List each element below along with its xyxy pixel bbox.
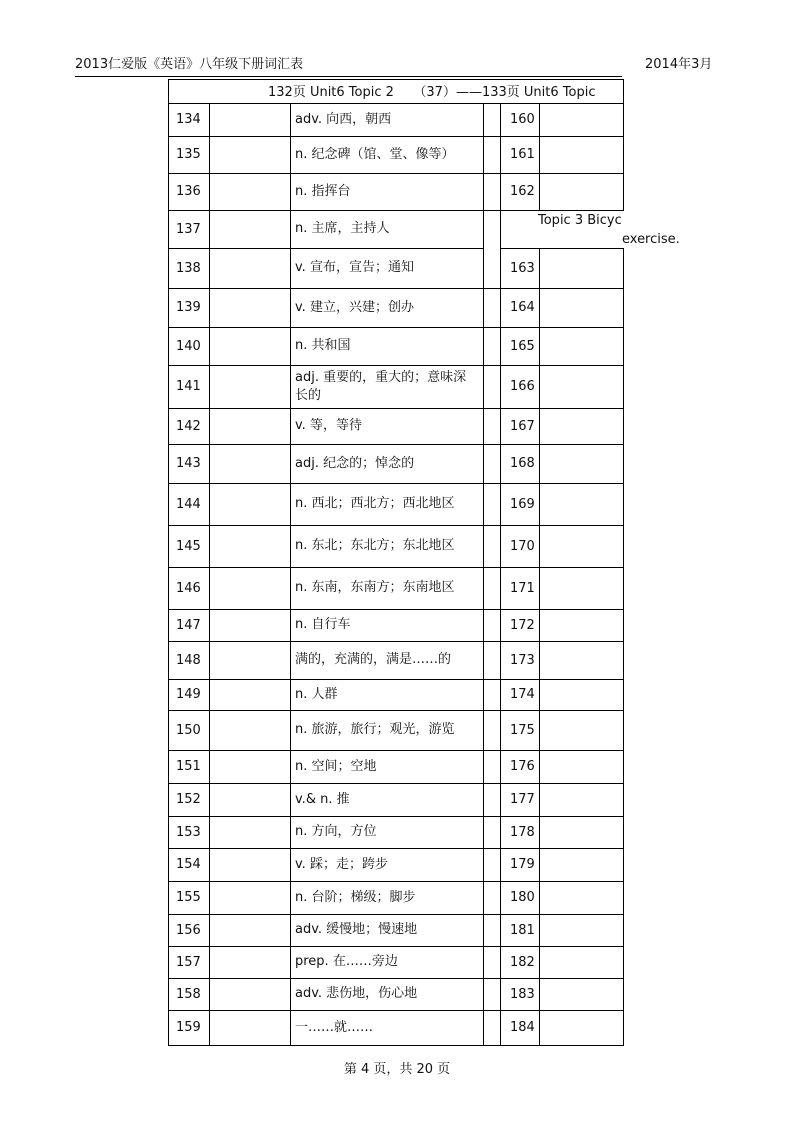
row-number: 151	[176, 759, 201, 774]
col-border	[500, 1010, 501, 1045]
row-number-right: 181	[510, 922, 535, 938]
row-definition: n. 台阶；梯级；脚步	[295, 889, 416, 905]
row-definition: n. 共和国	[295, 338, 351, 353]
col-border	[483, 881, 484, 914]
row-number: 137	[176, 221, 201, 237]
col-border	[290, 483, 291, 525]
col-border	[623, 946, 624, 978]
table-title-left-border	[168, 79, 169, 103]
col-border	[168, 365, 169, 408]
col-border	[290, 679, 291, 710]
col-border	[623, 136, 624, 173]
col-border	[168, 641, 169, 679]
col-border	[290, 914, 291, 946]
row-number: 144	[176, 496, 201, 512]
col-border	[168, 327, 169, 365]
col-border	[500, 103, 501, 136]
row-number: 143	[176, 456, 201, 471]
row-definition: 一……就……	[295, 1019, 374, 1035]
row-number-right: 170	[510, 538, 535, 554]
col-border	[483, 365, 484, 408]
col-border	[290, 327, 291, 365]
col-border	[500, 783, 501, 816]
row-number-right: 163	[510, 260, 535, 276]
row-number-right: 176	[510, 759, 535, 774]
row-number: 150	[176, 722, 201, 738]
col-border	[483, 816, 484, 848]
row-number: 159	[176, 1020, 201, 1035]
col-border	[290, 567, 291, 609]
row-number: 155	[176, 890, 201, 905]
col-border	[500, 914, 501, 946]
col-border	[483, 914, 484, 946]
row-number: 145	[176, 538, 201, 554]
row-definition: adj. 纪念的；悼念的	[295, 455, 415, 471]
row-number-right: 167	[510, 418, 535, 434]
col-border	[483, 444, 484, 483]
col-border	[623, 525, 624, 567]
row-number: 139	[176, 300, 201, 315]
col-border	[623, 1010, 624, 1045]
col-border	[483, 288, 484, 327]
row-number: 158	[176, 986, 201, 1002]
col-border	[483, 783, 484, 816]
col-border	[483, 679, 484, 710]
col-border	[483, 103, 484, 136]
row-number-right: 162	[510, 184, 535, 199]
header-date: 2014年3月	[645, 57, 713, 72]
col-border	[290, 288, 291, 327]
row-definition: n. 空间；空地	[295, 758, 377, 774]
row-number-right: 180	[510, 890, 535, 905]
col-border	[168, 848, 169, 881]
row-number: 148	[176, 652, 201, 668]
col-border	[500, 567, 501, 609]
row-number-right: 164	[510, 300, 535, 315]
col-border	[290, 978, 291, 1010]
col-border	[290, 408, 291, 444]
col-border	[483, 173, 484, 210]
col-border	[290, 750, 291, 783]
row-definition: v. 宣布，宣告；通知	[295, 260, 414, 275]
col-border	[500, 679, 501, 710]
col-border	[168, 679, 169, 710]
col-border	[290, 783, 291, 816]
row-number-right: 168	[510, 456, 535, 471]
col-border	[290, 136, 291, 173]
col-border	[168, 1010, 169, 1045]
col-border	[623, 679, 624, 710]
col-border	[168, 978, 169, 1010]
col-border	[483, 848, 484, 881]
col-border	[483, 710, 484, 750]
row-definition: v.& n. 推	[295, 791, 350, 807]
col-border	[168, 210, 169, 248]
col-border	[290, 816, 291, 848]
col-border	[290, 248, 291, 288]
row-number-right: 177	[510, 792, 535, 807]
row-number-right: 172	[510, 617, 535, 633]
row-number: 138	[176, 260, 201, 276]
col-border	[168, 408, 169, 444]
col-border	[500, 173, 501, 210]
row-number: 135	[176, 147, 201, 162]
col-border	[483, 327, 484, 365]
table-top-border	[168, 79, 624, 80]
col-border	[500, 750, 501, 783]
col-border	[623, 710, 624, 750]
col-border	[168, 710, 169, 750]
col-border	[483, 641, 484, 679]
col-border	[168, 103, 169, 136]
col-border	[500, 710, 501, 750]
row-number: 157	[176, 954, 201, 970]
header-title: 2013仁爱版《英语》八年级下册词汇表	[75, 57, 304, 72]
col-border	[500, 978, 501, 1010]
row-number-right: 173	[510, 652, 535, 668]
row-definition: v. 踩；走；跨步	[295, 856, 388, 872]
col-border	[483, 483, 484, 525]
row-definition: n. 自行车	[295, 617, 351, 632]
col-border	[168, 816, 169, 848]
row-number-right: 174	[510, 687, 535, 702]
col-border	[623, 750, 624, 783]
col-border	[290, 525, 291, 567]
row-number: 154	[176, 857, 201, 872]
row-number-right: 171	[510, 580, 535, 596]
row-number: 140	[176, 338, 201, 354]
row-definition: n. 指挥台	[295, 183, 351, 199]
col-border	[500, 365, 501, 408]
col-border	[290, 848, 291, 881]
row-number-right: 161	[510, 147, 535, 162]
col-border	[500, 641, 501, 679]
table-title: 132页 Unit6 Topic 2 （37）——133页 Unit6 Topic	[268, 85, 596, 100]
col-border	[290, 946, 291, 978]
page-footer: 第 4 页，共 20 页	[343, 1062, 451, 1077]
col-border	[168, 609, 169, 641]
row-definition: adj. 重要的，重大的；意味深长的	[295, 369, 467, 403]
row-definition: adv. 缓慢地；慢速地	[295, 922, 418, 937]
col-border	[290, 444, 291, 483]
row-definition: n. 人群	[295, 686, 338, 702]
row-number-right: 169	[510, 496, 535, 512]
col-border	[290, 710, 291, 750]
col-border	[483, 978, 484, 1010]
col-border	[483, 210, 484, 248]
row-number-right: 165	[510, 338, 535, 354]
header-rule	[75, 76, 622, 77]
row-definition: v. 等，等待	[295, 418, 362, 433]
row-number-right: 182	[510, 954, 535, 970]
col-border	[168, 881, 169, 914]
col-border	[623, 288, 624, 327]
col-border	[290, 881, 291, 914]
col-border	[500, 483, 501, 525]
col-border	[623, 881, 624, 914]
row-definition: prep. 在……旁边	[295, 954, 398, 969]
col-border	[483, 408, 484, 444]
col-border	[623, 978, 624, 1010]
row-definition: 满的，充满的，满是……的	[295, 652, 452, 667]
col-border	[290, 103, 291, 136]
row-definition: adv. 向西，朝西	[295, 111, 392, 127]
col-border	[168, 288, 169, 327]
row-number-right: 183	[510, 986, 535, 1002]
table-bottom-border	[168, 1045, 624, 1046]
col-border	[500, 525, 501, 567]
col-border	[623, 103, 624, 136]
col-border	[168, 483, 169, 525]
row-definition: n. 西北；西北方；西北地区	[295, 496, 455, 511]
side-note-line2: exercise.	[622, 232, 680, 247]
row-number: 149	[176, 687, 201, 702]
col-border	[168, 750, 169, 783]
row-definition: adv. 悲伤地，伤心地	[295, 986, 418, 1001]
col-border	[623, 173, 624, 210]
col-border	[500, 210, 501, 248]
col-border	[623, 641, 624, 679]
row-number: 142	[176, 418, 201, 434]
side-note-line1: Topic 3 Bicyc	[538, 213, 622, 228]
col-border	[290, 210, 291, 248]
col-border	[290, 609, 291, 641]
row-number: 152	[176, 792, 201, 807]
col-border	[483, 609, 484, 641]
row-number: 136	[176, 184, 201, 199]
col-border	[500, 136, 501, 173]
col-border	[500, 848, 501, 881]
col-border	[483, 946, 484, 978]
col-border	[500, 881, 501, 914]
row-number-right: 178	[510, 824, 535, 840]
row-number-right: 160	[510, 112, 535, 127]
row-number: 156	[176, 922, 201, 938]
row-definition: v. 建立，兴建；创办	[295, 299, 414, 315]
col-border	[168, 248, 169, 288]
row-definition: n. 东北；东北方；东北地区	[295, 538, 455, 553]
col-border	[623, 248, 624, 288]
col-border	[168, 914, 169, 946]
col-border	[483, 567, 484, 609]
row-number: 134	[176, 112, 201, 127]
col-border	[623, 567, 624, 609]
col-border	[483, 1010, 484, 1045]
col-border	[500, 444, 501, 483]
col-border	[168, 525, 169, 567]
col-border	[623, 816, 624, 848]
row-definition: n. 东南，东南方；东南地区	[295, 580, 455, 595]
col-border	[290, 365, 291, 408]
col-border	[483, 248, 484, 288]
row-definition: n. 旅游，旅行；观光，游览	[295, 722, 455, 737]
col-border	[168, 444, 169, 483]
row-number: 147	[176, 617, 201, 633]
col-border	[483, 136, 484, 173]
col-border	[483, 750, 484, 783]
col-border	[168, 136, 169, 173]
row-number-right: 184	[510, 1020, 535, 1035]
row-definition: n. 纪念碑（馆、堂、像等）	[295, 146, 455, 162]
row-number-right: 166	[510, 379, 535, 394]
col-border	[623, 848, 624, 881]
col-border	[500, 248, 501, 288]
col-border	[500, 408, 501, 444]
row-number-right: 175	[510, 722, 535, 738]
col-border	[623, 783, 624, 816]
col-border	[623, 365, 624, 408]
col-border	[483, 525, 484, 567]
col-border	[500, 327, 501, 365]
col-border	[500, 609, 501, 641]
col-border	[623, 914, 624, 946]
col-border	[500, 946, 501, 978]
col-border	[168, 173, 169, 210]
col-border	[168, 783, 169, 816]
col-border	[290, 1010, 291, 1045]
col-border	[290, 173, 291, 210]
col-border	[623, 483, 624, 525]
col-border	[623, 444, 624, 483]
col-border	[623, 609, 624, 641]
row-definition: n. 主席，主持人	[295, 221, 390, 236]
col-border	[623, 408, 624, 444]
col-border	[290, 641, 291, 679]
row-number: 153	[176, 824, 201, 840]
row-number-right: 179	[510, 857, 535, 872]
col-border	[500, 288, 501, 327]
row-definition: n. 方向，方位	[295, 824, 377, 839]
table-title-right-border	[623, 79, 624, 103]
row-number: 141	[176, 379, 201, 394]
col-border	[500, 816, 501, 848]
col-border	[168, 567, 169, 609]
col-border	[168, 946, 169, 978]
row-number: 146	[176, 580, 201, 596]
col-border	[623, 327, 624, 365]
